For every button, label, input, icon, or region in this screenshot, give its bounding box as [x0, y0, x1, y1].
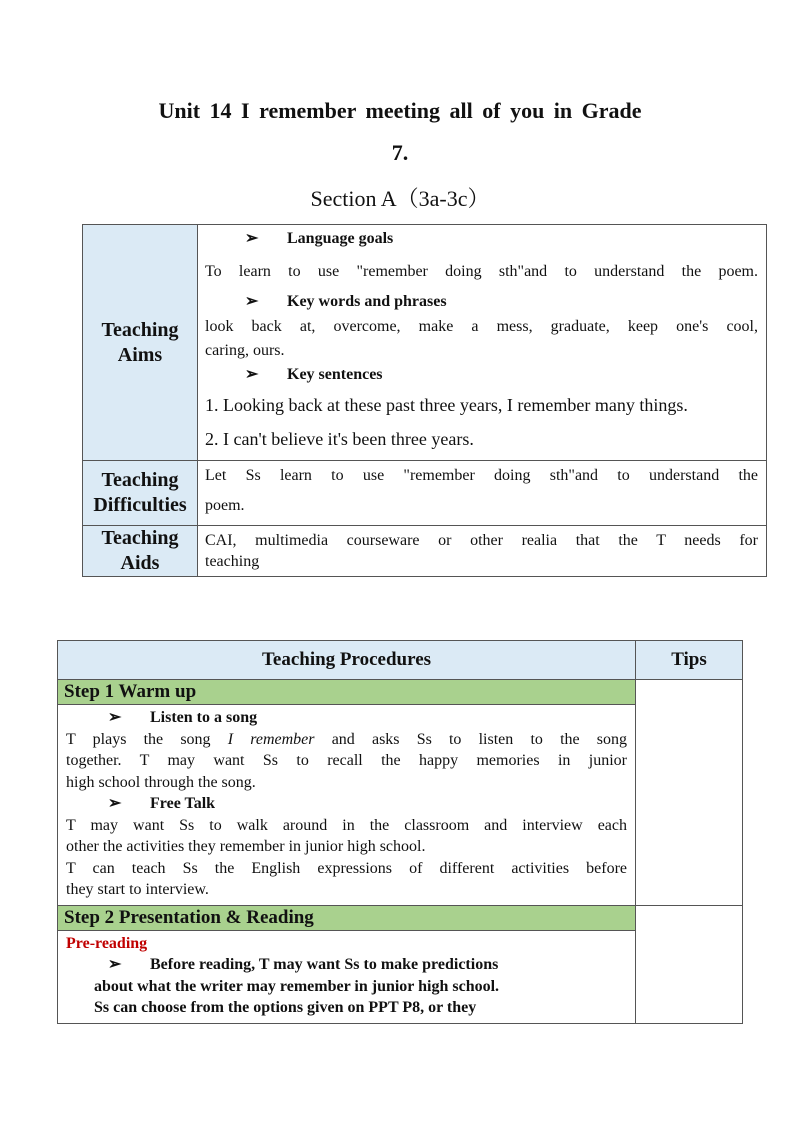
arrow-bullet-icon: ➢	[108, 795, 122, 812]
key-sentences-heading-text: Key sentences	[287, 366, 383, 383]
section-subtitle: Section A（3a-3c）	[310, 186, 490, 211]
step1-sub1-line2: together. T may want Ss to recall the happy memories in junior	[66, 752, 627, 769]
step1-sub1-line1	[66, 729, 627, 751]
teaching-aids-label-line1: Teaching	[101, 527, 179, 549]
step1-sub1-line3: high school through the song.	[66, 773, 256, 791]
key-sentences-heading	[205, 363, 758, 388]
step1-sub2-line3: T can teach Ss the English expressions of different activities before	[66, 859, 627, 877]
teaching-aids-line1: CAI, multimedia courseware or other realia that the T needs for	[205, 532, 758, 549]
arrow-bullet-icon: ➢	[108, 956, 122, 973]
listen-song-heading-text: Listen to a song	[150, 709, 258, 726]
step2-body	[58, 930, 636, 1023]
step2-line2: about what the writer may remember in junior high school.	[94, 977, 500, 995]
teaching-procedures-table	[57, 640, 743, 1024]
teaching-difficulties-line1: Let Ss learn to use "remember doing sth"and to understand the	[205, 467, 758, 484]
arrow-bullet-icon: ➢	[245, 230, 259, 247]
step1-sub2-line2: other the activities they remember in junior high school.	[66, 838, 426, 855]
key-sentence-2: 2. I can't believe it's been three years.	[205, 429, 474, 449]
free-talk-heading-text: Free Talk	[150, 795, 216, 812]
language-goals-heading-text: Language goals	[287, 230, 394, 247]
teaching-aims-content	[198, 225, 767, 461]
step2-tips-cell	[636, 905, 743, 1023]
song-title: I remember	[227, 730, 315, 748]
step1-sub1-pre: T plays the song	[66, 730, 228, 748]
key-words-heading-text: Key words and phrases	[287, 293, 447, 310]
step1-tips-cell	[636, 680, 743, 906]
procedures-column-header: Teaching Procedures	[58, 641, 636, 680]
step2-title-row	[58, 905, 743, 930]
language-goals-heading	[205, 227, 758, 252]
teaching-aims-label	[83, 225, 198, 461]
step2-line1-text: Before reading, T may want Ss to make predictions	[150, 956, 499, 973]
key-words-line1: look back at, overcome, make a mess, graduate, keep one's cool,	[205, 318, 758, 335]
language-goals-text: To learn to use "remember doing sth"and to understand the poem.	[205, 263, 758, 280]
arrow-bullet-icon: ➢	[245, 293, 259, 310]
teaching-aims-label-line2: Aims	[117, 343, 163, 366]
teaching-aids-label	[83, 526, 198, 577]
teaching-difficulties-line2: poem.	[205, 497, 245, 514]
step1-sub1-post: and asks Ss to listen to the song	[314, 730, 628, 748]
free-talk-heading	[66, 793, 627, 815]
arrow-bullet-icon: ➢	[245, 366, 259, 383]
key-sentence-1: 1. Looking back at these past three years, I remember many things.	[205, 395, 688, 415]
key-words-heading	[205, 290, 758, 315]
pre-reading-label: Pre-reading	[66, 934, 148, 952]
step1-sub2-line1: T may want Ss to walk around in the classroom and interview each	[66, 816, 627, 834]
listen-song-heading	[66, 707, 627, 729]
key-words-line2: caring, ours.	[205, 342, 285, 359]
teaching-difficulties-content	[198, 461, 767, 526]
step2-line3: Ss can choose from the options given on PPT P8, or they	[94, 999, 477, 1016]
teaching-aims-row	[83, 225, 767, 461]
teaching-aids-row	[83, 526, 767, 577]
arrow-bullet-icon: ➢	[108, 709, 122, 726]
teaching-aids-content	[198, 526, 767, 577]
procedures-header-row	[58, 641, 743, 680]
document-title-line1: Unit 14 I remember meeting all of you in Grade	[158, 98, 642, 123]
step1-title-row	[58, 680, 743, 705]
teaching-aids-label-line2: Aids	[120, 552, 160, 574]
step2-title: Step 2 Presentation & Reading	[58, 905, 636, 930]
document-title-line2: 7.	[391, 140, 409, 165]
step2-line1	[66, 954, 627, 976]
teaching-difficulties-label	[83, 461, 198, 526]
tips-column-header: Tips	[636, 641, 743, 680]
step1-title: Step 1 Warm up	[58, 680, 636, 705]
teaching-aims-label-line1: Teaching	[101, 318, 179, 341]
step1-body	[58, 705, 636, 906]
step1-sub2-line4: they start to interview.	[66, 881, 209, 898]
teaching-aims-table	[82, 224, 767, 577]
teaching-difficulties-row	[83, 461, 767, 526]
teaching-aids-line2: teaching	[205, 553, 260, 570]
teaching-difficulties-label-line1: Teaching	[101, 469, 179, 491]
teaching-difficulties-label-line2: Difficulties	[93, 494, 187, 516]
